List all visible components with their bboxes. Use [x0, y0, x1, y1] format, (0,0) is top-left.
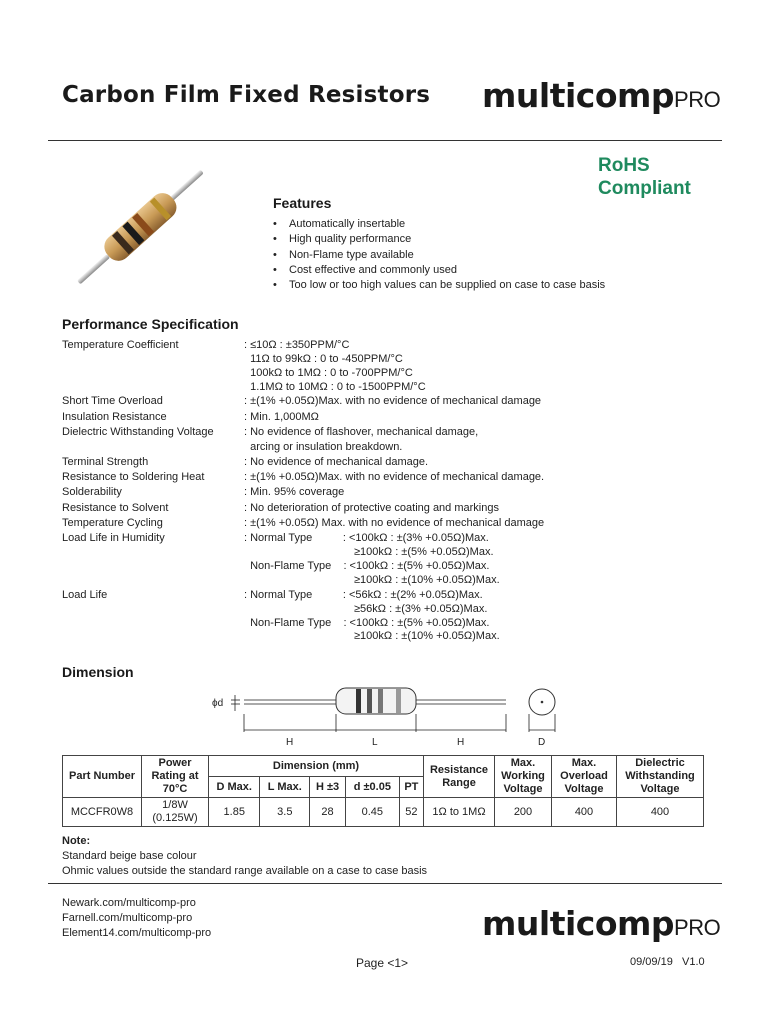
- note-block: [62, 834, 427, 879]
- spec-value-line: : Normal Type : <100kΩ : ±(3% +0.05Ω)Max.: [244, 532, 489, 545]
- h-label-right: H: [457, 737, 465, 748]
- spec-value-line: Non-Flame Type : <100kΩ : ±(5% +0.05Ω)Max.: [244, 560, 490, 573]
- footer-links: [62, 896, 211, 941]
- feature-item: • Too low or too high values can be supplied on case to case basis: [273, 278, 605, 293]
- cell-power-line1: 1/8W: [162, 799, 188, 811]
- doc-version: V1.0: [682, 956, 705, 968]
- feature-item: • High quality performance: [273, 232, 605, 247]
- cell-working: 200: [495, 798, 552, 827]
- col-max-overload-voltage: Max. Overload Voltage: [552, 756, 617, 798]
- features-heading: Features: [273, 195, 332, 211]
- resistor-photo: [70, 168, 210, 288]
- cell-power: [142, 798, 209, 827]
- logo-suffix-text: PRO: [674, 87, 721, 112]
- spec-value-line: : No evidence of flashover, mechanical damage,: [244, 426, 479, 438]
- spec-label: Insulation Resistance: [62, 410, 167, 423]
- col-h: H ±3: [310, 777, 346, 798]
- col-d-max: D Max.: [209, 777, 260, 798]
- spec-value-line: : ±(1% +0.05Ω)Max. with no evidence of mechanical damage.: [244, 471, 545, 484]
- col-dimension: Dimension (mm): [209, 756, 424, 777]
- spec-label: Solderability: [62, 486, 122, 499]
- spec-value-line: : Min. 1,000MΩ: [244, 410, 319, 423]
- feature-item: • Non-Flame type available: [273, 248, 605, 263]
- spec-value-line: Non-Flame Type : <100kΩ : ±(5% +0.05Ω)Max.: [244, 616, 490, 629]
- spec-value-line: ≥100kΩ : ±(10% +0.05Ω)Max.: [244, 630, 500, 643]
- h-label-left: H: [286, 737, 294, 748]
- spec-value-line: : ≤10Ω : ±350PPM/°C: [244, 339, 350, 351]
- cell-range: 1Ω to 1MΩ: [424, 798, 495, 827]
- col-resistance-range: Resistance Range: [424, 756, 495, 798]
- cell-overload: 400: [552, 798, 617, 827]
- col-part-number: Part Number: [63, 756, 142, 798]
- note-heading: Note:: [62, 835, 91, 847]
- col-power-rating: Power Rating at 70°C: [142, 756, 209, 798]
- performance-heading: Performance Specification: [62, 316, 239, 332]
- logo-main-text: multicomp: [482, 76, 675, 115]
- col-pt: PT: [399, 777, 423, 798]
- spec-value-line: : No deterioration of protective coating and markings: [244, 501, 499, 514]
- spec-value-line: : ±(1% +0.05Ω) Max. with no evidence of mechanical damage: [244, 517, 545, 529]
- note-line: Standard beige base colour: [62, 850, 197, 862]
- col-dielectric-voltage: Dielectric Withstanding Voltage: [617, 756, 704, 798]
- dimension-table: [62, 755, 704, 827]
- cell-dielectric: 400: [617, 798, 704, 827]
- spec-value-line: ≥100kΩ : ±(5% +0.05Ω)Max.: [244, 546, 494, 559]
- dimension-diagram: [210, 684, 570, 748]
- cell-h: 28: [310, 798, 346, 827]
- phi-d-label: ϕd: [212, 698, 224, 709]
- footer-divider: [48, 883, 722, 884]
- cell-d-max: 1.85: [209, 798, 260, 827]
- page-title: Carbon Film Fixed Resistors: [62, 82, 431, 108]
- spec-label: Short Time Overload: [62, 395, 163, 408]
- spec-label: Load Life: [62, 588, 108, 601]
- spec-value-line: arcing or insulation breakdown.: [244, 440, 403, 453]
- d-label: D: [538, 737, 546, 748]
- spec-label: Resistance to Soldering Heat: [62, 471, 205, 484]
- dimension-heading: Dimension: [62, 664, 134, 680]
- spec-value-line: 11Ω to 99kΩ : 0 to -450PPM/°C: [244, 352, 403, 365]
- spec-label: Temperature Coefficient: [62, 339, 179, 351]
- brand-logo: [482, 76, 720, 115]
- spec-value-line: : ±(1% +0.05Ω)Max. with no evidence of mechanical damage: [244, 395, 542, 408]
- spec-label: Resistance to Solvent: [62, 501, 169, 514]
- spec-value-line: ≥100kΩ : ±(10% +0.05Ω)Max.: [244, 574, 500, 586]
- col-d: d ±0.05: [345, 777, 399, 798]
- rohs-line2: Compliant: [598, 178, 691, 199]
- header-divider: [48, 140, 722, 141]
- link-newark[interactable]: Newark.com/multicomp-pro: [62, 897, 196, 909]
- rohs-badge: [598, 154, 691, 200]
- spec-value-line: 100kΩ to 1MΩ : 0 to -700PPM/°C: [244, 366, 413, 379]
- spec-label: Temperature Cycling: [62, 517, 163, 529]
- spec-value-line: : No evidence of mechanical damage.: [244, 455, 429, 468]
- l-label: L: [372, 737, 378, 748]
- features-list: [273, 217, 605, 293]
- col-l-max: L Max.: [260, 777, 310, 798]
- footer-logo-suffix: PRO: [674, 915, 721, 940]
- note-line: Ohmic values outside the standard range available on a case to case basis: [62, 865, 428, 877]
- spec-label: Terminal Strength: [62, 455, 149, 468]
- doc-date: 09/09/19: [630, 956, 673, 968]
- feature-item: • Cost effective and commonly used: [273, 263, 605, 278]
- rohs-line1: RoHS: [598, 155, 650, 176]
- spec-label: Load Life in Humidity: [62, 532, 165, 545]
- cell-l-max: 3.5: [260, 798, 310, 827]
- table-row: [63, 798, 704, 827]
- spec-value-line: ≥56kΩ : ±(3% +0.05Ω)Max.: [244, 602, 488, 615]
- spec-value-line: : Min. 95% coverage: [244, 486, 345, 499]
- link-farnell[interactable]: Farnell.com/multicomp-pro: [62, 912, 193, 924]
- doc-date-version: [630, 956, 705, 968]
- spec-value-line: : Normal Type : <56kΩ : ±(2% +0.05Ω)Max.: [244, 588, 483, 601]
- cell-d: 0.45: [345, 798, 399, 827]
- page-number: Page <1>: [356, 956, 409, 970]
- spec-label: Dielectric Withstanding Voltage: [62, 426, 214, 438]
- cell-part: MCCFR0W8: [63, 798, 142, 827]
- footer-brand-logo: [482, 904, 720, 943]
- footer-logo-main: multicomp: [482, 904, 675, 943]
- spec-value-line: 1.1MΩ to 10MΩ : 0 to -1500PPM/°C: [244, 380, 426, 393]
- link-element14[interactable]: Element14.com/multicomp-pro: [62, 927, 212, 939]
- cell-pt: 52: [399, 798, 423, 827]
- feature-item: • Automatically insertable: [273, 217, 605, 232]
- cell-power-line2: (0.125W): [152, 812, 198, 824]
- col-max-working-voltage: Max. Working Voltage: [495, 756, 552, 798]
